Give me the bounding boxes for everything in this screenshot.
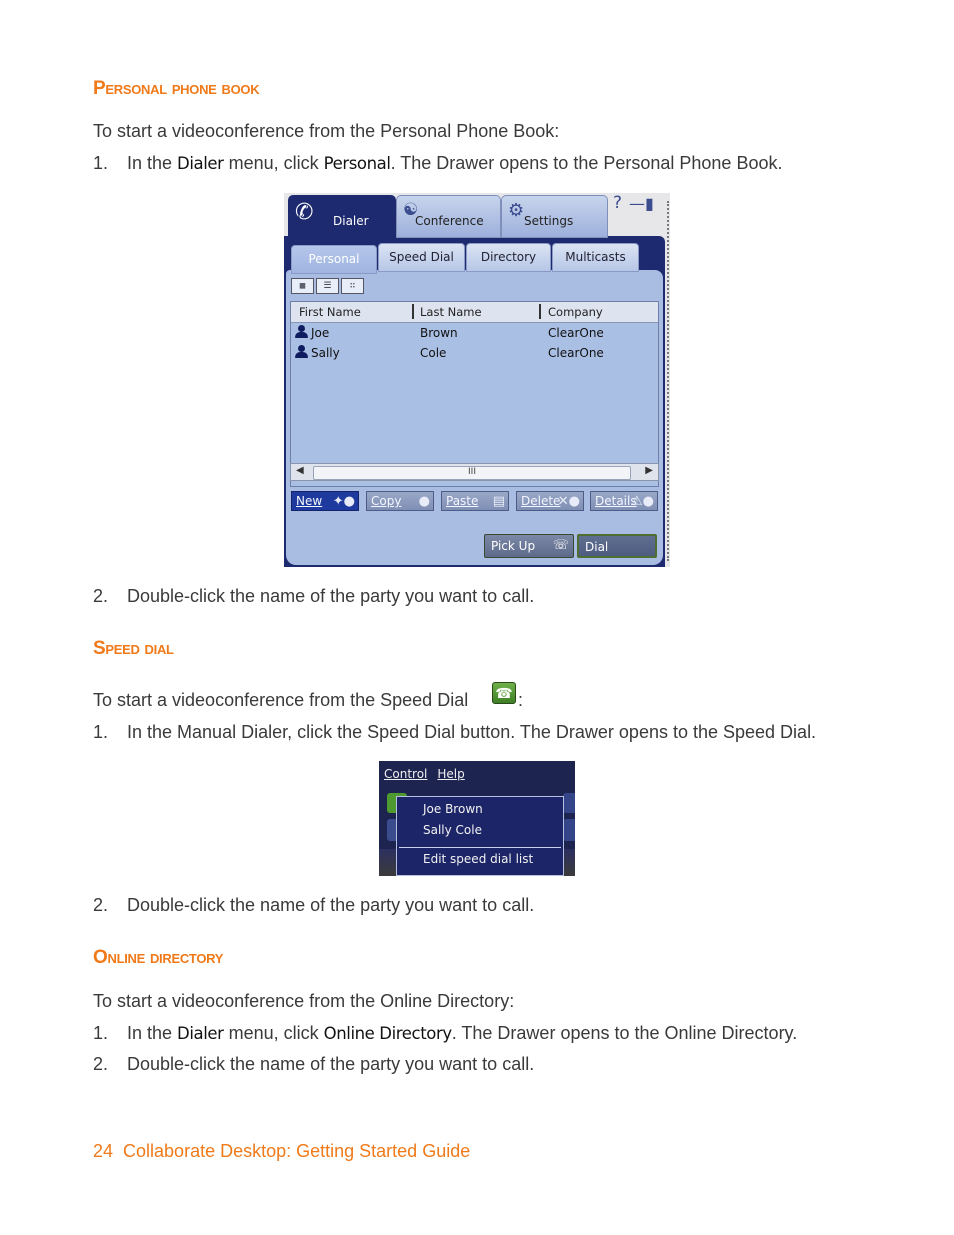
- background-button: [563, 793, 575, 813]
- menu-help[interactable]: Help: [437, 767, 465, 781]
- step-text: Double-click the name of the party you want to call.: [127, 1054, 535, 1074]
- table-row[interactable]: [291, 344, 658, 364]
- conference-icon: ☯: [403, 200, 419, 220]
- person-icon: [295, 325, 307, 339]
- section-heading-online-directory: Online directory: [93, 947, 224, 968]
- tab-settings[interactable]: [501, 195, 608, 238]
- section-heading-personal-phone-book: Personal phone book: [93, 78, 260, 99]
- cell-first-name: Sally: [311, 346, 340, 360]
- screenshot-edge: [667, 201, 670, 561]
- speed-step-2: [93, 895, 534, 916]
- step-text-post: . The Drawer opens to the Online Directory.: [451, 1023, 798, 1043]
- person-icon: [295, 345, 307, 359]
- menu-separator: [399, 847, 561, 848]
- delete-button[interactable]: [516, 491, 584, 511]
- tab-settings-label: Settings: [524, 214, 574, 228]
- scroll-left-icon[interactable]: ◀: [296, 465, 304, 476]
- pick-up-button[interactable]: [484, 534, 574, 558]
- online-step-1: [93, 1023, 797, 1044]
- ui-term-dialer: Dialer: [177, 154, 224, 173]
- page-footer: [93, 1141, 470, 1162]
- tab-conference-label: Conference: [415, 214, 484, 228]
- personal-phone-book-screenshot: [284, 193, 670, 567]
- copy-contact-icon: ●: [418, 494, 430, 509]
- table-row[interactable]: [291, 324, 658, 344]
- copy-button-label: Copy: [371, 494, 402, 508]
- horizontal-scrollbar[interactable]: [290, 463, 659, 481]
- tab-dialer-label: Dialer: [333, 214, 369, 228]
- subtab-directory[interactable]: Directory: [466, 243, 551, 272]
- menubar: [384, 767, 475, 781]
- cell-last-name: Brown: [420, 326, 458, 340]
- personal-step-2: [93, 586, 534, 607]
- cell-last-name: Cole: [420, 346, 447, 360]
- section-heading-speed-dial: Speed dial: [93, 638, 174, 659]
- subtab-personal[interactable]: Personal: [291, 245, 377, 274]
- list-view-icon[interactable]: ☰: [316, 278, 339, 294]
- step-number: 2.: [93, 895, 109, 915]
- dial-button-label: Dial: [585, 540, 609, 554]
- step-text: Double-click the name of the party you want to call.: [127, 895, 535, 915]
- cell-company: ClearOne: [548, 326, 604, 340]
- document-title: Collaborate Desktop: Getting Started Guide: [123, 1141, 471, 1161]
- step-text-pre: In the: [127, 1023, 178, 1043]
- step-number: 1.: [93, 153, 109, 173]
- ui-term-online-directory: Online Directory: [323, 1024, 452, 1043]
- phone-icon: ✆: [295, 200, 314, 225]
- gear-icon: ⚙: [508, 200, 525, 221]
- speed-dial-dropdown: [396, 796, 564, 876]
- personal-intro: To start a videoconference from the Personal Phone Book:: [93, 121, 560, 141]
- new-button[interactable]: [291, 491, 359, 511]
- menu-control[interactable]: Control: [384, 767, 428, 781]
- step-text-post: . The Drawer opens to the Personal Phone Book.: [390, 153, 783, 173]
- help-icon[interactable]: ?: [613, 193, 623, 213]
- details-warning-icon: ⚠●: [631, 494, 654, 509]
- column-divider[interactable]: [539, 304, 541, 319]
- contacts-table: [290, 301, 659, 487]
- details-button-label: Details: [595, 494, 637, 508]
- column-company[interactable]: Company: [548, 305, 603, 319]
- page-number: 24: [93, 1141, 114, 1161]
- details-button[interactable]: [590, 491, 658, 511]
- speed-dial-button-icon: ☎: [492, 682, 516, 704]
- tab-dialer[interactable]: [288, 195, 396, 238]
- dial-button[interactable]: [577, 534, 657, 558]
- table-header: [291, 302, 658, 323]
- tab-conference[interactable]: [396, 195, 501, 238]
- delete-button-label: Delete: [521, 494, 561, 508]
- new-button-label: New: [296, 494, 323, 508]
- edit-speed-dial-item[interactable]: Edit speed dial list: [423, 852, 534, 866]
- online-intro: To start a videoconference from the Online Directory:: [93, 991, 515, 1011]
- paste-button[interactable]: [441, 491, 509, 511]
- step-number: 1.: [93, 1023, 109, 1043]
- step-number: 2.: [93, 586, 109, 606]
- phone-pickup-icon: ☏: [552, 538, 569, 553]
- speed-intro-text: To start a videoconference from the Speed Dial: [93, 690, 469, 710]
- column-first-name[interactable]: First Name: [299, 305, 361, 319]
- scroll-thumb[interactable]: III: [313, 466, 631, 480]
- step-text: In the Manual Dialer, click the Speed Dial button. The Drawer opens to the Speed Dial.: [127, 722, 817, 742]
- subtab-multicasts[interactable]: Multicasts: [552, 243, 639, 272]
- step-text: Double-click the name of the party you want to call.: [127, 586, 535, 606]
- speed-dial-menu-screenshot: [379, 761, 575, 876]
- view-mode-icons: [291, 277, 366, 295]
- tile-view-icon[interactable]: ∷: [341, 278, 364, 294]
- speed-intro-colon: :: [518, 690, 524, 710]
- personal-step-1: [93, 153, 782, 174]
- pin-icon[interactable]: —▮: [629, 194, 654, 213]
- add-contact-icon: ✦●: [332, 494, 355, 509]
- cell-company: ClearOne: [548, 346, 604, 360]
- cell-first-name: Joe: [311, 326, 330, 340]
- ui-term-dialer: Dialer: [177, 1024, 224, 1043]
- step-text-mid: menu, click: [223, 153, 324, 173]
- step-text-mid: menu, click: [223, 1023, 324, 1043]
- background-button: [563, 819, 575, 841]
- column-last-name[interactable]: Last Name: [420, 305, 482, 319]
- grid-view-icon[interactable]: ▦: [291, 278, 314, 294]
- pick-up-button-label: Pick Up: [491, 539, 536, 553]
- column-divider[interactable]: [412, 304, 414, 319]
- speed-intro: [93, 690, 468, 711]
- paste-icon: ▤: [492, 494, 505, 509]
- online-step-2: [93, 1054, 534, 1075]
- scroll-right-icon[interactable]: ▶: [645, 465, 653, 476]
- copy-button[interactable]: [366, 491, 434, 511]
- speed-dial-item[interactable]: Sally Cole: [423, 823, 482, 837]
- step-text-pre: In the: [127, 153, 178, 173]
- step-number: 1.: [93, 722, 109, 742]
- subtab-speed-dial[interactable]: Speed Dial: [378, 243, 465, 272]
- delete-contact-icon: ✕●: [557, 494, 580, 509]
- paste-button-label: Paste: [446, 494, 479, 508]
- speed-step-1: [93, 722, 816, 743]
- speed-dial-item[interactable]: Joe Brown: [423, 802, 483, 816]
- ui-term-personal: Personal: [323, 154, 391, 173]
- step-number: 2.: [93, 1054, 109, 1074]
